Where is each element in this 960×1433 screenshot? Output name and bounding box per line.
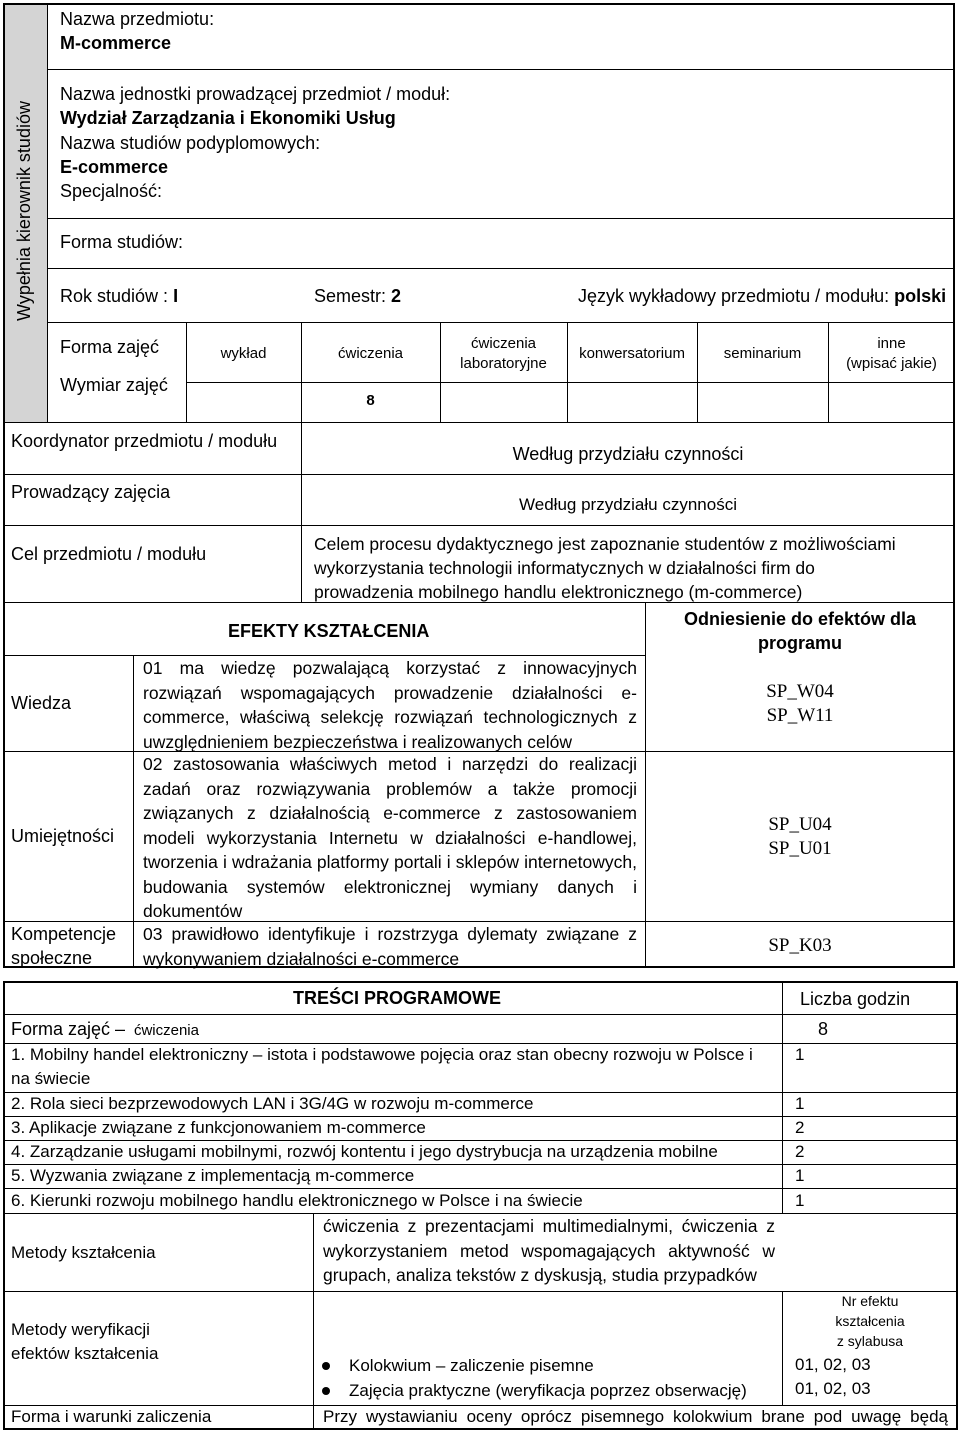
bullet-icon (322, 1362, 330, 1370)
verification-item-2-nr: 01, 02, 03 (795, 1379, 871, 1398)
topic-1-line2: na świecie (11, 1069, 91, 1088)
coordinator-label: Koordynator przedmiotu / modułu (11, 431, 278, 451)
goal-value: Celem procesu dydaktycznego jest zapoznanie studentów z możliwościami wykorzystania technologii informatycznych w działalności firm do prowadzenia mobilnego handlu elektronicznego (m-commerce) (314, 534, 896, 602)
effect-ref-w11: SP_W11 (766, 705, 834, 726)
classes-form-label: Forma zajęć (60, 337, 160, 357)
studies-label: Nazwa studiów podyplomowych: (60, 133, 321, 153)
sidebar-label: Wypełnia kierownik studiów (14, 101, 34, 321)
methods-value: ćwiczenia z prezentacjami multimedialnymi, ćwiczenia z wykorzystaniem metod wspomagających aktywność w grupach, analiza tekstów z dyskusją, studia przypadków (323, 1216, 775, 1285)
teacher-value: Według przydziału czynności (519, 495, 737, 514)
col-other-line2: (wpisać jakie) (846, 355, 937, 372)
effect-ref-u01: SP_U01 (768, 838, 832, 859)
col-seminar: seminarium (723, 345, 802, 362)
bullet-icon (322, 1387, 330, 1395)
credit-label: Forma i warunki zaliczenia (11, 1407, 212, 1426)
topic-1-hours: 1 (795, 1045, 805, 1064)
topic-2: 2. Rola sieci bezprzewodowych LAN i 3G/4G w rozwoju m-commerce (11, 1094, 534, 1113)
classes-hours-label: Wymiar zajęć (60, 375, 168, 395)
topic-3-hours: 2 (795, 1118, 805, 1137)
col-lecture: wykład (220, 345, 267, 362)
study-form-label: Forma studiów: (60, 232, 184, 252)
topic-6-hours: 1 (795, 1191, 805, 1210)
semester-field: Semestr: 2 (314, 286, 402, 306)
year-field: Rok studiów : I (60, 286, 179, 306)
studies-value: E-commerce (60, 157, 169, 177)
verification-item-1-nr: 01, 02, 03 (795, 1355, 871, 1374)
effect-text-skills: 02 zastosowania właściwych metod i narzędzi do realizacji zadań oraz rozwiązywania problemów a także promocji związanych z działalnością e-commerce z zastosowaniem modeli wykorzystania Internetu w działalności e-handlowej, tworzenia i wdrażania platformy portali i sklepów internetowych, budowania systemów elektronicznej wymiany danych i dokumentów (143, 754, 637, 921)
language-field: Język wykładowy przedmiotu / modułu: polski (578, 286, 947, 306)
verification-label-line2: efektów kształcenia (11, 1344, 159, 1363)
topic-3: 3. Aplikacje związane z funkcjonowaniem m-commerce (11, 1118, 426, 1137)
topic-5-hours: 1 (795, 1166, 805, 1185)
program-header: TREŚCI PROGRAMOWE (293, 988, 502, 1008)
topic-4-hours: 2 (795, 1142, 805, 1161)
col-conversation: konwersatorium (579, 345, 685, 362)
effects-ref-header: Odniesienie do efektów dla programu (683, 609, 917, 653)
unit-value: Wydział Zarządzania i Ekonomiki Usług (60, 108, 396, 128)
exercises-hours: 8 (366, 392, 375, 409)
effect-category-skills: Umiejętności (11, 826, 115, 846)
topic-6: 6. Kierunki rozwoju mobilnego handlu elektronicznego w Polsce i na świecie (11, 1191, 583, 1210)
verification-col-header-line3: z sylabusa (836, 1333, 904, 1349)
effect-category-knowledge: Wiedza (11, 693, 72, 713)
col-exercises: ćwiczenia (337, 345, 404, 362)
topic-4: 4. Zarządzanie usługami mobilnymi, rozwój kontentu i jego dystrybucja na urządzenia mobilne (11, 1142, 718, 1161)
effects-header: EFEKTY KSZTAŁCENIA (228, 621, 430, 641)
verification-item-2: Zajęcia praktyczne (weryfikacja poprzez obserwację) (349, 1381, 747, 1400)
col-lab-line1: ćwiczenia (470, 335, 537, 352)
teacher-label: Prowadzący zajęcia (11, 482, 171, 502)
effect-category-competence-line1: Kompetencje (11, 924, 117, 944)
topic-5: 5. Wyzwania związane z implementacją m-commerce (11, 1166, 415, 1185)
col-lab-line2: laboratoryjne (460, 355, 547, 372)
subject-value: M-commerce (60, 33, 172, 53)
verification-col-header-line2: kształcenia (835, 1313, 905, 1329)
unit-label: Nazwa jednostki prowadzącej przedmiot / moduł: (60, 84, 451, 104)
program-form-hours: 8 (818, 1019, 829, 1039)
effect-ref-u04: SP_U04 (768, 814, 832, 835)
effect-ref-k03: SP_K03 (768, 935, 832, 956)
col-other-line1: inne (877, 335, 906, 352)
verification-item-1: Kolokwium – zaliczenie pisemne (349, 1356, 594, 1375)
subject-label: Nazwa przedmiotu: (60, 9, 215, 29)
program-hours-header: Liczba godzin (800, 989, 911, 1009)
effect-text-competence: 03 prawidłowo identyfikuje i rozstrzyga dylematy związane z wykonywaniem działalności e-commerce (143, 924, 637, 969)
credit-value: Przy wystawianiu oceny oprócz pisemnego kolokwium brane pod uwagę będą (323, 1407, 948, 1426)
effect-category-competence-line2: społeczne (11, 948, 93, 968)
topic-2-hours: 1 (795, 1094, 805, 1113)
verification-label-line1: Metody weryfikacji (11, 1320, 150, 1339)
topic-1-line1: 1. Mobilny handel elektroniczny – istota i podstawowe pojęcia oraz stan obecny rozwoju w Polsce i (11, 1045, 753, 1064)
effect-ref-w04: SP_W04 (766, 681, 834, 702)
program-form: Forma zajęć – ćwiczenia (11, 1019, 199, 1039)
verification-col-header-line1: Nr efektu (841, 1293, 899, 1309)
specialty-label: Specjalność: (60, 181, 163, 201)
goal-label: Cel przedmiotu / modułu (11, 544, 207, 564)
methods-label: Metody kształcenia (11, 1243, 156, 1262)
coordinator-value: Według przydziału czynności (512, 444, 744, 464)
effect-text-knowledge: 01 ma wiedzę pozwalającą korzystać z innowacyjnych rozwiązań wspomagających prowadzenie działalności e-commerce, właściwą selekcję rozwiązań technologicznych z uwzględnieniem bezpieczeństwa i realizowanych celów (143, 658, 637, 752)
